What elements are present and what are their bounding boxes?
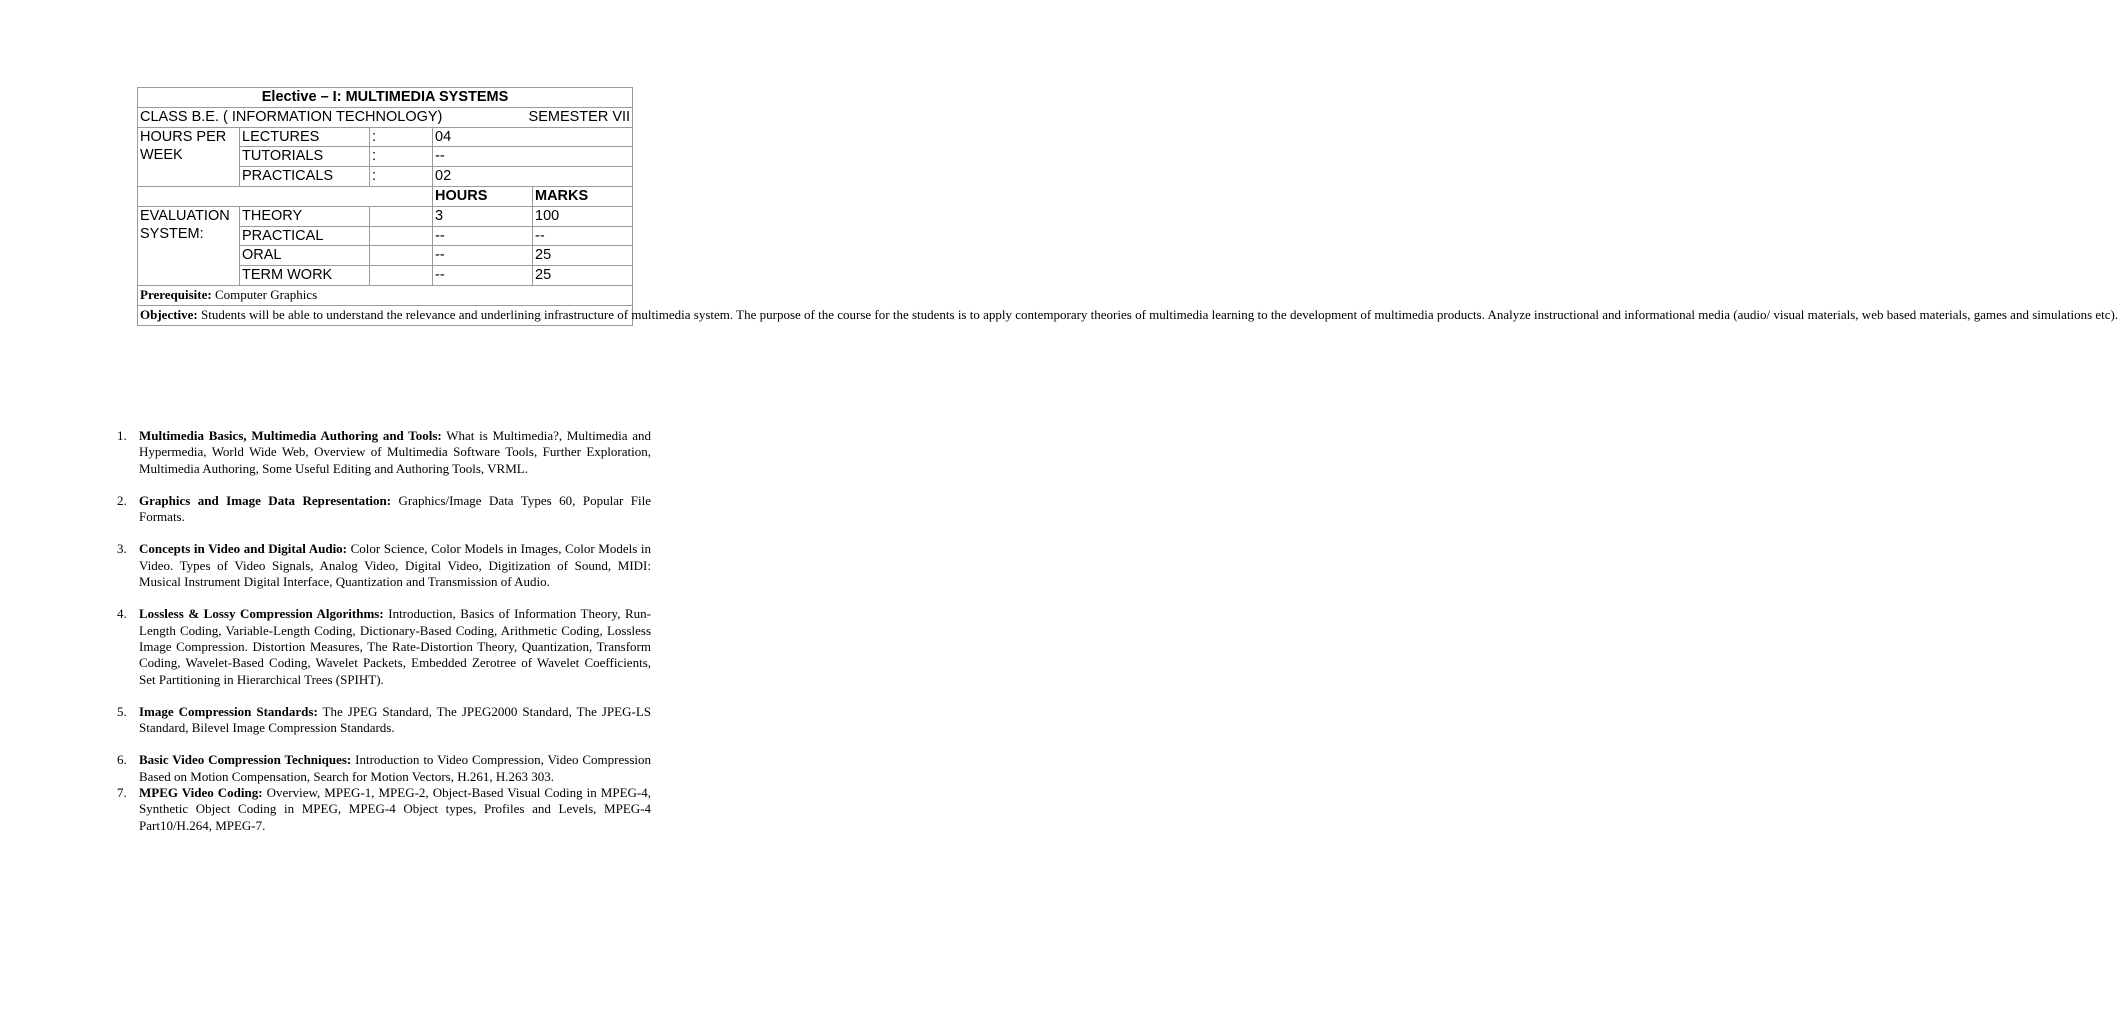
evaluation-row-marks: 25: [533, 246, 633, 266]
evaluation-row-label: PRACTICAL: [240, 226, 370, 246]
topic-text: Graphics/Image Data Types 60, Popular File Formats.: [139, 492, 651, 525]
topic-heading: Graphics and Image Data Representation:: [139, 492, 392, 508]
topic-text: The JPEG Standard, The JPEG2000 Standard, The JPEG-LS Standard, Bilevel Image Compression Standards.: [139, 703, 651, 736]
topic-item: [117, 492, 651, 526]
topic-item: [117, 541, 651, 590]
objective-row: [138, 305, 633, 325]
topic-number: 5.: [117, 703, 127, 719]
topic-item: [117, 428, 651, 477]
evaluation-row-label: THEORY: [240, 206, 370, 226]
topic-text: Introduction, Basics of Information Theory, Run-Length Coding, Variable-Length Coding, Dictionary-Based Coding, Arithmetic Coding, Lossless Image Compression. Distortion Measures, The Rate-Distortion Theory, Quantization, Transform Coding, Wavelet-Based Coding, Wavelet Packets, Embedded Zerotree of Wavelet Coefficients, Set Partitioning in Hierarchical Trees (SPIHT).: [139, 606, 651, 687]
evaluation-row-hours: --: [433, 266, 533, 286]
topic-heading: Lossless & Lossy Compression Algorithms:: [139, 606, 384, 622]
class-row: [138, 107, 633, 127]
syllabus-table: [137, 87, 2118, 326]
topic-item: [117, 606, 651, 687]
objective-label: Objective:: [140, 306, 198, 322]
hours-row-label: LECTURES: [240, 127, 370, 147]
course-title: Elective – I: MULTIMEDIA SYSTEMS: [138, 88, 633, 108]
topic-text: What is Multimedia?, Multimedia and Hypermedia, World Wide Web, Overview of Multimedia Software Tools, Further Exploration, Multimedia Authoring, Some Useful Editing and Authoring Tools, VRML.: [139, 428, 651, 476]
hours-row-label: PRACTICALS: [240, 167, 370, 187]
topic-item: [117, 785, 651, 834]
hours-row-sep: :: [370, 147, 433, 167]
topic-number: 2.: [117, 492, 127, 508]
topic-heading: Concepts in Video and Digital Audio:: [139, 541, 348, 557]
topic-heading: Image Compression Standards:: [139, 703, 318, 719]
hours-row-sep: :: [370, 127, 433, 147]
col-marks-header: MARKS: [533, 186, 633, 206]
topic-number: 1.: [117, 428, 127, 443]
hours-row-value: 02: [433, 167, 633, 187]
semester-label: SEMESTER VII: [528, 108, 631, 125]
evaluation-system-label: EVALUATION SYSTEM:: [138, 206, 240, 285]
topic-heading: Multimedia Basics, Multimedia Authoring and Tools:: [139, 428, 442, 443]
title-row: [138, 88, 633, 108]
evaluation-row-marks: 25: [533, 266, 633, 286]
topic-list: [117, 428, 651, 834]
topic-number: 7.: [117, 785, 127, 801]
hours-per-week-label: HOURS PER WEEK: [138, 127, 240, 186]
topic-heading: Basic Video Compression Techniques:: [139, 752, 352, 768]
hours-row-value: 04: [433, 127, 633, 147]
hours-row-lectures: [138, 127, 633, 147]
evaluation-row-hours: --: [433, 246, 533, 266]
topic-number: 6.: [117, 752, 127, 768]
evaluation-row-label: TERM WORK: [240, 266, 370, 286]
prerequisite: [138, 285, 633, 305]
objective-text: Students will be able to understand the relevance and underlining infrastructure of multimedia system. The purpose of the course for the students is to apply contemporary theories of multimedia learning to the development of multimedia products. Analyze instructional and informational media (audio/ visual materials, web based materials, games and simulations etc).: [197, 306, 2118, 322]
objective: [138, 305, 2118, 325]
topic-item: [117, 752, 651, 785]
hours-row-value: --: [433, 147, 633, 167]
class-label: CLASS B.E. ( INFORMATION TECHNOLOGY): [140, 108, 443, 125]
topic-number: 4.: [117, 606, 127, 622]
evaluation-header-row: [138, 186, 633, 206]
evaluation-row-marks: --: [533, 226, 633, 246]
topic-text: Overview, MPEG-1, MPEG-2, Object-Based Visual Coding in MPEG-4, Synthetic Object Coding in MPEG, MPEG-4 Object types, Profiles and Levels, MPEG-4 Part10/H.264, MPEG-7.: [139, 785, 651, 833]
evaluation-row-theory: [138, 206, 633, 226]
prerequisite-row: [138, 285, 633, 305]
topic-text: Introduction to Video Compression, Video Compression Based on Motion Compensation, Search for Motion Vectors, H.261, H.263 303.: [139, 752, 651, 784]
evaluation-row-hours: 3: [433, 206, 533, 226]
evaluation-row-hours: --: [433, 226, 533, 246]
hours-row-sep: :: [370, 167, 433, 187]
hours-row-label: TUTORIALS: [240, 147, 370, 167]
topic-text: Color Science, Color Models in Images, Color Models in Video. Types of Video Signals, Analog Video, Digital Video, Digitization of Sound, MIDI: Musical Instrument Digital Interface, Quantization and Transmission of Audio.: [139, 541, 651, 590]
topic-item: [117, 703, 651, 737]
prerequisite-label: Prerequisite:: [140, 286, 212, 302]
topic-number: 3.: [117, 541, 127, 557]
topic-heading: MPEG Video Coding:: [139, 785, 263, 801]
col-hours-header: HOURS: [433, 186, 533, 206]
evaluation-row-marks: 100: [533, 206, 633, 226]
evaluation-row-label: ORAL: [240, 246, 370, 266]
prerequisite-text: Computer Graphics: [211, 286, 318, 302]
